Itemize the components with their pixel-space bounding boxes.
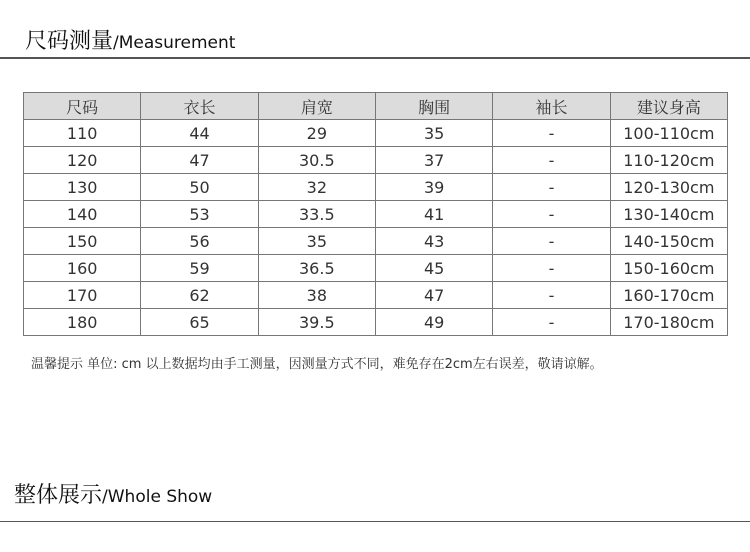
divider	[0, 57, 750, 59]
table-cell: 140-150cm	[610, 228, 727, 255]
table-cell: 39.5	[258, 309, 375, 336]
table-cell: 47	[141, 147, 258, 174]
size-table	[23, 92, 728, 336]
whole-show-heading	[14, 478, 212, 509]
heading-cn: 尺码测量	[25, 29, 114, 54]
column-header: 建议身高	[610, 93, 727, 120]
table-cell: 100-110cm	[610, 120, 727, 147]
table-cell: -	[493, 201, 610, 228]
table-cell: 59	[141, 255, 258, 282]
table-row	[24, 228, 728, 255]
table-cell: -	[493, 228, 610, 255]
column-header: 胸围	[375, 93, 492, 120]
table-cell: 110	[24, 120, 141, 147]
heading-en: /Whole Show	[102, 487, 213, 507]
table-cell: 170	[24, 282, 141, 309]
table-row	[24, 174, 728, 201]
table-cell: 160-170cm	[610, 282, 727, 309]
table-row	[24, 309, 728, 336]
table-cell: -	[493, 255, 610, 282]
table-cell: 110-120cm	[610, 147, 727, 174]
table-row	[24, 282, 728, 309]
table-cell: 49	[375, 309, 492, 336]
table-header-row	[24, 93, 728, 120]
table-cell: 41	[375, 201, 492, 228]
table-cell: 180	[24, 309, 141, 336]
table-cell: 170-180cm	[610, 309, 727, 336]
table-cell: 53	[141, 201, 258, 228]
size-note: 温馨提示 单位: cm 以上数据均由手工测量，因测量方式不同，难免存在2cm左右误差，敬请谅解。	[31, 357, 603, 372]
table-cell: 37	[375, 147, 492, 174]
table-cell: 45	[375, 255, 492, 282]
divider	[0, 521, 750, 522]
table-cell: 160	[24, 255, 141, 282]
table-cell: -	[493, 174, 610, 201]
table-cell: 39	[375, 174, 492, 201]
table-row	[24, 120, 728, 147]
table-cell: 35	[258, 228, 375, 255]
column-header: 袖长	[493, 93, 610, 120]
table-cell: 130-140cm	[610, 201, 727, 228]
heading-en: /Measurement	[113, 33, 236, 53]
table-cell: 38	[258, 282, 375, 309]
table-cell: -	[493, 282, 610, 309]
table-cell: -	[493, 120, 610, 147]
table-cell: 32	[258, 174, 375, 201]
table-cell: 35	[375, 120, 492, 147]
table-cell: 130	[24, 174, 141, 201]
table-row	[24, 255, 728, 282]
table-cell: -	[493, 147, 610, 174]
table-cell: 29	[258, 120, 375, 147]
heading-cn: 整体展示	[14, 483, 103, 508]
table-cell: 65	[141, 309, 258, 336]
table-row	[24, 147, 728, 174]
column-header: 肩宽	[258, 93, 375, 120]
table-cell: -	[493, 309, 610, 336]
table-cell: 33.5	[258, 201, 375, 228]
table-cell: 150	[24, 228, 141, 255]
table-cell: 120-130cm	[610, 174, 727, 201]
table-cell: 150-160cm	[610, 255, 727, 282]
table-cell: 120	[24, 147, 141, 174]
table-cell: 140	[24, 201, 141, 228]
column-header: 衣长	[141, 93, 258, 120]
table-cell: 30.5	[258, 147, 375, 174]
table-cell: 56	[141, 228, 258, 255]
column-header: 尺码	[24, 93, 141, 120]
table-cell: 47	[375, 282, 492, 309]
table-row	[24, 201, 728, 228]
table-cell: 44	[141, 120, 258, 147]
measurement-heading	[25, 24, 235, 55]
table-cell: 43	[375, 228, 492, 255]
table-cell: 50	[141, 174, 258, 201]
table-cell: 36.5	[258, 255, 375, 282]
table-cell: 62	[141, 282, 258, 309]
